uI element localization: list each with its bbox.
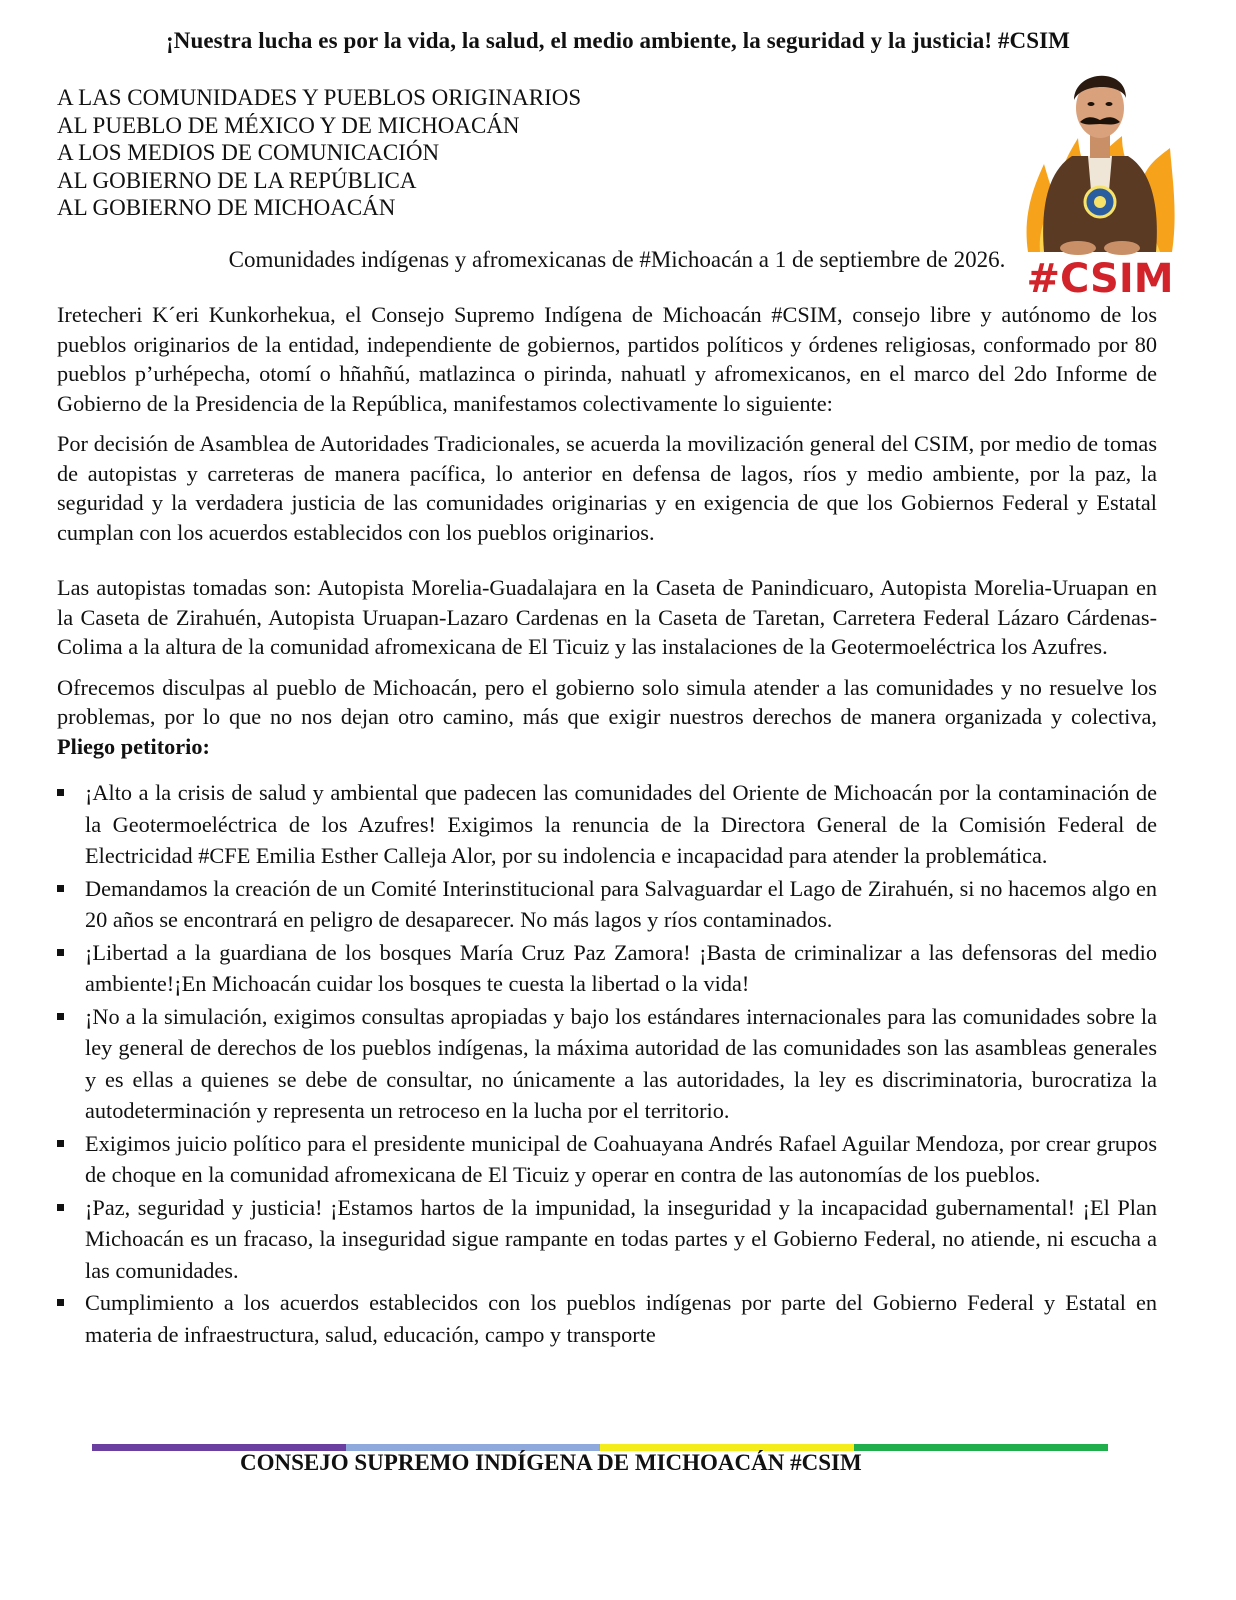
footer-signature: CONSEJO SUPREMO INDÍGENA DE MICHOACÁN #CSIM [240,1450,862,1475]
paragraph-intro: Iretecheri K´eri Kunkorhekua, el Consejo Supremo Indígena de Michoacán #CSIM, consejo libre y autónomo de los pueblos originarios de la entidad, independiente de gobiernos, partidos políticos y órdenes religiosas, conformado por 80 pueblos p’urhépecha, otomí o hñahñú, matlazinca o pirinda, nahuatl y afromexicanos, en el marco del 2do Informe de Gobierno de la Presidencia de la República, manifestamos colectivamente lo siguiente: [57,302,1157,416]
paragraph-apology [57,673,1157,762]
addressee-list [57,84,581,222]
addressee-line: A LOS MEDIOS DE COMUNICACIÓN [57,140,440,165]
logo-text: #CSIM [1026,256,1174,300]
demand-item [57,1001,1157,1127]
bullet-icon [57,1013,64,1020]
apology-text: Ofrecemos disculpas al pueblo de Michoacán, pero el gobierno solo simula atender a las comunidades y no resuelve los problemas, por lo que no nos dejan otro camino, más que exigir nuestros derechos de manera organizada y colectiva, [57,674,1157,729]
addressee-line: A LAS COMUNIDADES Y PUEBLOS ORIGINARIOS [57,85,582,110]
demand-text: Demandamos la creación de un Comité Interinstitucional para Salvaguardar el Lago de Zirahuén, si no hacemos algo en 20 años se encontrará en peligro de desaparecer. No más lagos y ríos contaminados. [85,875,1157,932]
demand-text: Cumplimiento a los acuerdos establecidos con los pueblos indígenas por parte del Gobierno Federal y Estatal en materia de infraestructura, salud, educación, campo y transporte [85,1290,1157,1347]
headline: ¡Nuestra lucha es por la vida, la salud, el medio ambiente, la seguridad y la justicia! #CSIM [166,28,1070,53]
demand-text: ¡Alto a la crisis de salud y ambiental que padecen las comunidades del Oriente de Michoacán por la contaminación de la Geotermoeléctrica de los Azufres! Exigimos la renuncia de la Directora General de la Comisión Federal de Electricidad #CFE Emilia Esther Calleja Alor, por su indolencia e incapacidad para atender la problemática. [85,780,1157,868]
addressee-line: AL PUEBLO DE MÉXICO Y DE MICHOACÁN [57,112,520,138]
demand-item [57,1287,1157,1350]
bullet-icon [57,949,64,956]
demand-text: ¡Libertad a la guardiana de los bosques María Cruz Paz Zamora! ¡Basta de criminalizar a las defensoras del medio ambiente!¡En Michoacán cuidar los bosques te cuesta la libertad o la vida! [85,939,1157,996]
emblem-core [1094,196,1106,208]
demand-item [57,1128,1157,1191]
demand-text: ¡No a la simulación, exigimos consultas apropiadas y bajo los estándares internacionales para las comunidades sobre la ley general de derechos de los pueblos indígenas, la máxima autoridad de las comunidades son las asambleas generales y es ellas a quienes se debe de consultar, no únicamente a las autoridades, la ley es discriminatoria, burocratiza la autodeterminación y representa un retroceso en la lucha por el territorio. [85,1003,1157,1123]
demand-text: ¡Paz, seguridad y justicia! ¡Estamos hartos de la impunidad, la inseguridad y la incapacidad gubernamental! ¡El Plan Michoacán es un fracaso, la inseguridad sigue rampante en todas partes y el Gobierno Federal, no atiende, ni escucha a las comunidades. [85,1194,1157,1283]
document-body [57,300,1157,1351]
bullet-icon [57,885,64,892]
bullet-icon [57,1299,64,1306]
stripe-segment-green [854,1444,1108,1451]
dateline: Comunidades indígenas y afromexicanas de #Michoacán a 1 de septiembre de 2026. [228,247,1006,272]
demand-item [57,873,1157,936]
demand-item [57,777,1157,872]
bullet-icon [57,789,64,796]
right-eye [1106,102,1113,106]
demand-text: Exigimos juicio político para el presidente municipal de Coahuayana Andrés Rafael Aguilar Mendoza, por crear grupos de choque en la comunidad afromexicana de El Ticuiz y operar en contra de las autonomías de los pueblos. [85,1130,1157,1187]
petition-heading: Pliego petitorio: [57,733,210,759]
demand-item [57,1192,1157,1287]
paragraph-highways: Las autopistas tomadas son: Autopista Morelia-Guadalajara en la Caseta de Panindicuaro, Autopista Morelia-Uruapan en la Caseta de Zirahuén, Autopista Uruapan-Lazaro Cardenas en la Caseta de Taretan, Carretera Federal Lázaro Cárdenas-Colima a la altura de la comunidad afromexicana de El Ticuiz y las instalaciones de la Geotermoeléctrica los Azufres. [57,575,1157,659]
demand-list [57,777,1157,1350]
demand-item [57,937,1157,1000]
bullet-icon [57,1204,64,1211]
addressee-line: AL GOBIERNO DE LA REPÚBLICA [57,167,417,193]
bullet-icon [57,1140,64,1147]
dateline-row [0,247,1236,273]
left-eye [1088,102,1095,106]
paragraph-mobilization: Por decisión de Asamblea de Autoridades Tradicionales, se acuerda la movilización general del CSIM, por medio de tomas de autopistas y carreteras de manera pacífica, lo anterior en defensa de lagos, ríos y medio ambiente, por la paz, la seguridad y la verdadera justicia de las comunidades originarias y en exigencia de que los Gobiernos Federal y Estatal cumplan con los acuerdos establecidos con los pueblos originarios. [57,431,1157,545]
addressee-line: AL GOBIERNO DE MICHOACÁN [57,195,396,220]
